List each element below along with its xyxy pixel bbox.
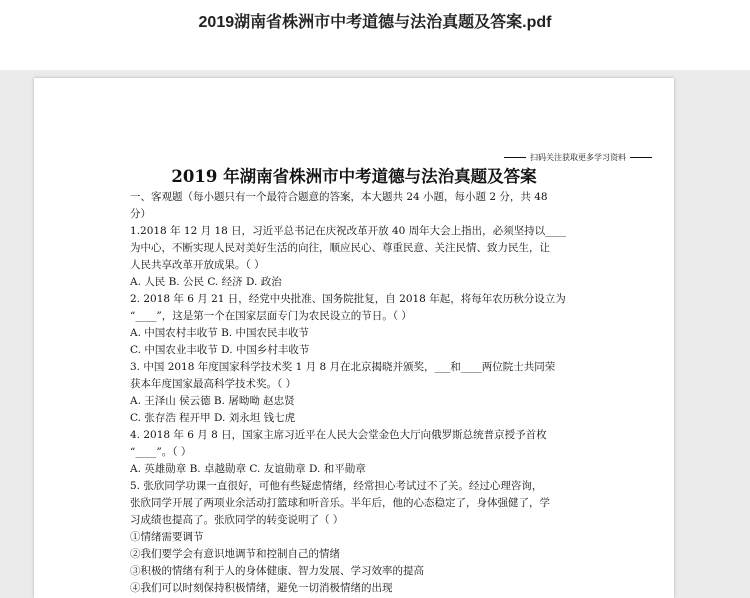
viewer-top-bar bbox=[0, 0, 750, 70]
text-line: 为中心，不断实现人民对美好生活的向往，顺应民心、尊重民意、关注民情、致力民生，让 bbox=[130, 242, 550, 254]
text-line: 分） bbox=[130, 208, 151, 220]
text-line: 习成绩也提高了。张欣同学的转变说明了（ ） bbox=[130, 514, 344, 526]
text-line: A. 中国农村丰收节 B. 中国农民丰收节 bbox=[130, 327, 309, 339]
file-title: 2019湖南省株洲市中考道德与法治真题及答案.pdf bbox=[198, 14, 552, 31]
text-line: C. 张存浩 程开甲 D. 刘永坦 钱七虎 bbox=[130, 412, 296, 424]
text-line: ③积极的情绪有利于人的身体健康、智力发展、学习效率的提高 bbox=[130, 565, 424, 577]
text-line: 获本年度国家最高科学技术奖。（ ） bbox=[130, 378, 297, 390]
text-line: ④我们可以时刻保持积极情绪，避免一切消极情绪的出现 bbox=[130, 582, 393, 594]
text-line: 3. 中国 2018 年度国家科学技术奖 1 月 8 月在北京揭晓并颁奖，___和____两位院士共同荣 bbox=[130, 361, 556, 373]
document-title: 2019 年湖南省株洲市中考道德与法治真题及答案 bbox=[171, 167, 537, 186]
text-line: “____”。（ ） bbox=[130, 446, 192, 458]
text-line: ②我们要学会有意识地调节和控制自己的情绪 bbox=[130, 548, 340, 560]
text-line: 5. 张欣同学功课一直很好，可他有些疑虑情绪，经常担心考试过不了关。经过心理咨询， bbox=[130, 480, 543, 492]
pdf-page bbox=[34, 78, 674, 598]
text-line: A. 人民 B. 公民 C. 经济 D. 政治 bbox=[130, 276, 282, 288]
text-line: A. 英雄勋章 B. 卓越勋章 C. 友谊勋章 D. 和平勋章 bbox=[130, 463, 366, 475]
text-line: 4. 2018 年 6 月 8 日，国家主席习近平在人民大会堂金色大厅向俄罗斯总统普京授予首枚 bbox=[130, 429, 547, 441]
text-line: A. 王泽山 侯云德 B. 屠呦呦 赵忠贤 bbox=[130, 395, 295, 407]
text-line: C. 中国农业丰收节 D. 中国乡村丰收节 bbox=[130, 344, 310, 356]
document-body bbox=[130, 189, 610, 597]
text-line: 张欣同学开展了两项业余活动打篮球和听音乐。半年后，他的心态稳定了，身体强健了，学 bbox=[130, 497, 550, 509]
text-line: 2. 2018 年 6 月 21 日，经党中央批准、国务院批复，自 2018 年起，将每年农历秋分设立为 bbox=[130, 293, 566, 305]
text-line: ①情绪需要调节 bbox=[130, 531, 204, 543]
text-line: “____”，这是第一个在国家层面专门为农民设立的节日。（ ） bbox=[130, 310, 412, 322]
text-line: 1.2018 年 12 月 18 日，习近平总书记在庆祝改革开放 40 周年大会上指出，必须坚持以____ bbox=[130, 225, 567, 237]
text-line: 人民共享改革开放成果。（ ） bbox=[130, 259, 265, 271]
text-line: 一、客观题（每小题只有一个最符合题意的答案，本大题共 24 小题，每小题 2 分，共 48 bbox=[130, 191, 548, 203]
qr-note: 扫码关注获取更多学习资料 bbox=[500, 152, 656, 163]
